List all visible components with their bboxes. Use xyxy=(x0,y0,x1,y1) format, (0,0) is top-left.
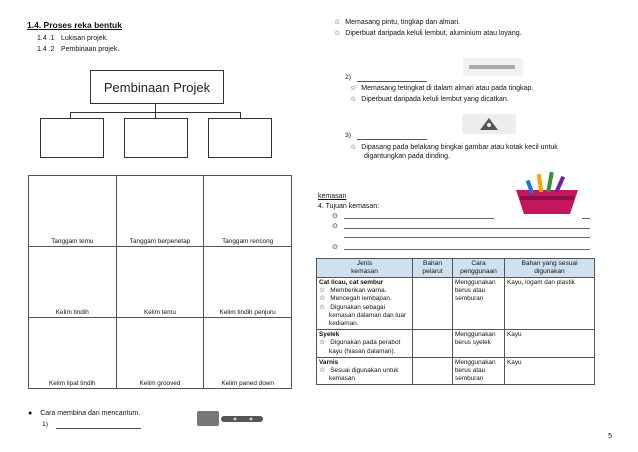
table-row xyxy=(317,330,595,358)
point-text: Memberikan warna. xyxy=(330,287,387,295)
list-item xyxy=(319,295,410,303)
list-item xyxy=(319,304,410,329)
joint-cell: Kelim temu xyxy=(116,247,204,318)
answer-line xyxy=(357,74,427,82)
header-cara: Cara penggunaan xyxy=(453,259,505,278)
project-build-box: Pembinaan Projek xyxy=(90,70,224,104)
point-text: Digunakan pada perabot kayu (hiasan dalaman). xyxy=(329,339,401,355)
header-bahan-sesuai: Bahan yang sesuai digunakan xyxy=(505,259,595,278)
answer-line xyxy=(344,249,590,250)
pelarut-cell xyxy=(413,330,453,358)
item-2-number: 2) xyxy=(345,74,352,81)
bullet-text: Cara membina dan mencantum. xyxy=(40,410,141,417)
toolbox-image xyxy=(508,168,586,218)
hanger-image xyxy=(462,114,516,134)
answer-line xyxy=(344,218,494,219)
bahan-cell: Kayu xyxy=(505,357,595,385)
dotted-circle-icon: ⊙ xyxy=(332,244,338,251)
item-1 xyxy=(42,421,141,429)
star-outline-icon: ☆ xyxy=(319,303,326,311)
table-row xyxy=(317,278,595,330)
cara-cell: Menggunakan berus atau semburan xyxy=(453,278,505,330)
answer-line xyxy=(344,237,590,238)
item-2-line-2 xyxy=(350,95,509,103)
item-3-line-2: digantungkan pada dinding. xyxy=(364,153,451,160)
finish-name: Cat licau, cat sembur xyxy=(319,279,384,286)
kemasan-title: kemasan xyxy=(318,193,347,200)
pelarut-cell xyxy=(413,357,453,385)
star-outline-icon: ☆ xyxy=(350,96,357,103)
item-2 xyxy=(345,74,427,82)
top-line-1 xyxy=(334,18,460,26)
item-3-number: 3) xyxy=(345,132,352,139)
dotted-circle-icon: ⊙ xyxy=(332,223,338,230)
bahan-cell: Kayu, logam dan plastik xyxy=(505,278,595,330)
subsection-1 xyxy=(37,35,108,42)
tujuan-heading: 4. Tujuan kemasan: xyxy=(318,203,380,210)
joint-cell: Kelim paned down xyxy=(204,318,292,389)
item-1-number: 1) xyxy=(42,421,49,428)
joint-cell: Tanggam rencong xyxy=(204,176,292,247)
item-2-line-1-text: Memasang tetingkat di dalam almari atau pada tingkap. xyxy=(361,85,534,92)
subsection-2 xyxy=(37,46,119,53)
star-outline-icon: ☆ xyxy=(319,367,326,375)
pelarut-cell xyxy=(413,278,453,330)
joint-cell: Kelim lipat tindih xyxy=(29,318,117,389)
answer-line xyxy=(357,132,427,140)
subsection-1-number: 1.4 .1 xyxy=(37,35,55,42)
star-outline-icon: ☆ xyxy=(350,144,357,151)
answer-line xyxy=(344,228,590,229)
item-3-line-1-text: Dipasang pada belakang bingkai gambar atau kotak kecil untuk xyxy=(361,144,558,151)
answer-line xyxy=(56,421,141,429)
bahan-cell: Kayu xyxy=(505,330,595,358)
joint-cell: Kelim tindih xyxy=(29,247,117,318)
connector-vertical xyxy=(155,104,156,112)
item-3 xyxy=(345,132,427,140)
page-number: 5 xyxy=(608,433,612,440)
header-jenis: Jenis kemasan xyxy=(317,259,413,278)
answer-line xyxy=(582,218,590,219)
joint-cell: Tanggam berpenetap xyxy=(116,176,204,247)
hinge-image xyxy=(195,408,267,430)
star-outline-icon: ☆ xyxy=(319,339,326,347)
item-3-line-1 xyxy=(350,143,558,151)
finish-name: Varnis xyxy=(319,358,339,366)
empty-box-2 xyxy=(124,118,188,158)
finish-name: Syelek xyxy=(319,331,340,339)
joint-cell: Tanggam temu xyxy=(29,176,117,247)
bracket-image xyxy=(463,58,523,76)
top-line-1-text: Memasang pintu, tingkap dan almari. xyxy=(345,19,461,26)
cara-cell: Menggunakan berus atau semburan xyxy=(453,357,505,385)
top-line-2 xyxy=(334,29,522,37)
bullet-line xyxy=(28,410,140,417)
star-outline-icon: ☆ xyxy=(334,30,341,37)
subsection-1-text: Lukisan projek. xyxy=(60,35,109,42)
point-text: Mencegah lembapan. xyxy=(330,295,392,303)
jenis-cell xyxy=(317,330,413,358)
empty-box-1 xyxy=(40,118,104,158)
dotted-circle-icon: ⊙ xyxy=(332,213,338,220)
point-text: Digunakan sebagai kemasan dalaman dan luar kediaman. xyxy=(329,303,407,328)
header-bahan-pelarut: Bahan pelarut xyxy=(413,259,453,278)
jenis-cell xyxy=(317,278,413,330)
joint-table xyxy=(28,175,292,389)
star-outline-icon: ☆ xyxy=(334,19,341,26)
finishing-table xyxy=(316,258,595,385)
item-2-line-2-text: Diperbuat daripada keluli lembut yang dicatkan. xyxy=(361,96,509,103)
cara-cell: Menggunakan berus syelek xyxy=(453,330,505,358)
empty-box-3 xyxy=(208,118,272,158)
joint-cell: Kelim grooved xyxy=(116,318,204,389)
point-text: Sesuai digunakan untuk kemasan xyxy=(329,367,399,383)
joint-cell: Kelim tindih penjuru xyxy=(204,247,292,318)
star-outline-icon: ☆ xyxy=(319,287,326,295)
star-outline-icon: ☆ xyxy=(319,295,326,303)
section-heading: 1.4. Proses reka bentuk xyxy=(27,20,122,30)
list-item xyxy=(319,367,410,383)
table-row xyxy=(317,357,595,385)
list-item xyxy=(319,339,410,355)
item-2-line-1 xyxy=(350,84,533,92)
subsection-2-text: Pembinaan projek. xyxy=(60,46,120,53)
jenis-cell xyxy=(317,357,413,385)
subsection-2-number: 1.4 .2 xyxy=(37,46,55,53)
top-line-2-text: Diperbuat daripada keluli lembut, aluminium atau loyang. xyxy=(345,30,522,37)
star-outline-icon: ☆ xyxy=(350,85,357,92)
disc-bullet-icon: ● xyxy=(28,410,33,417)
